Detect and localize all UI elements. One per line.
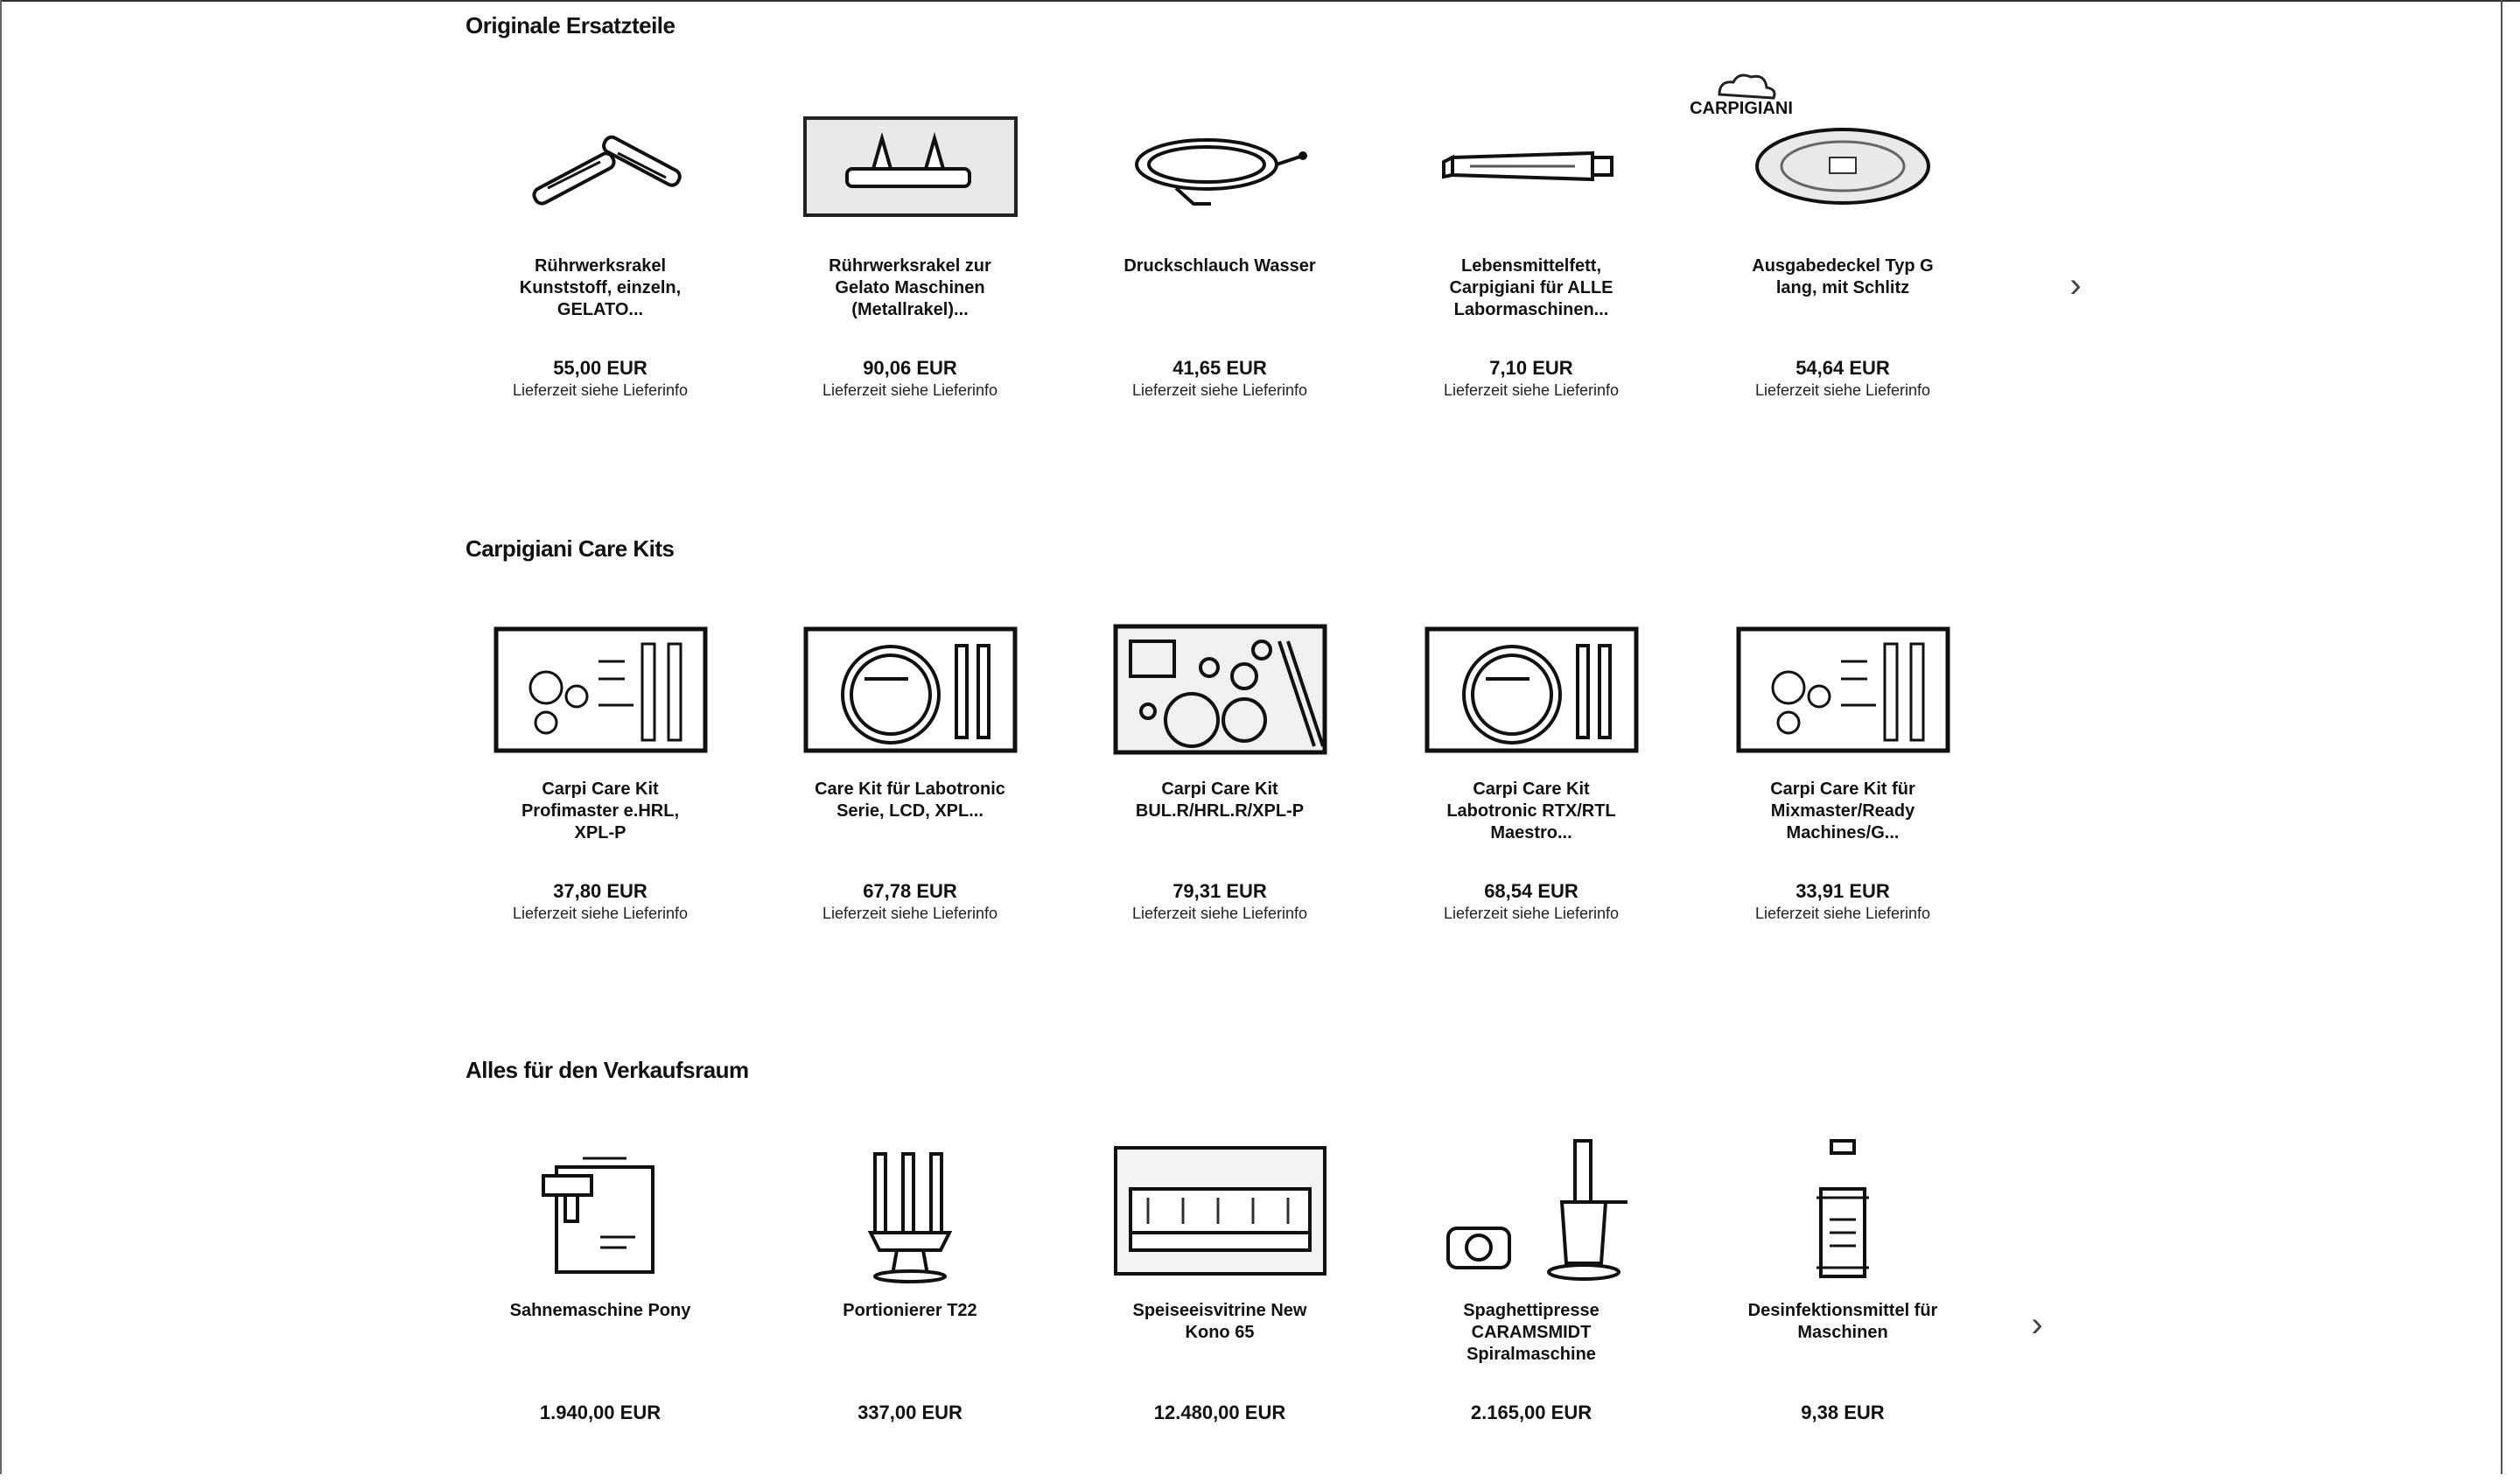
product-image[interactable] <box>796 87 1024 245</box>
window-left-border <box>0 0 2 1474</box>
product-price: 90,06 EUR <box>863 357 957 379</box>
product-card[interactable] <box>796 87 1024 437</box>
product-price: 41,65 EUR <box>1172 357 1267 379</box>
product-price: 55,00 EUR <box>553 357 648 379</box>
product-image[interactable] <box>1729 1132 1956 1290</box>
product-price: 2.165,00 EUR <box>1470 1402 1592 1423</box>
window-right-border <box>2501 0 2502 1474</box>
product-image[interactable] <box>486 87 714 245</box>
product-price: 68,54 EUR <box>1484 880 1578 902</box>
care-kit-ring-icon <box>1424 626 1639 753</box>
product-name[interactable]: Carpi Care Kit BUL.R/HRL.R/XPL-P <box>1135 779 1305 821</box>
delivery-info-link[interactable]: Lieferzeit siehe Lieferinfo <box>1131 381 1308 399</box>
product-image[interactable] <box>796 1132 1024 1290</box>
delivery-info-link[interactable]: Lieferzeit siehe Lieferinfo <box>822 905 998 922</box>
section-title: Originale Ersatzteile <box>466 12 676 38</box>
product-image[interactable] <box>486 1132 714 1290</box>
product-card[interactable] <box>486 1132 714 1482</box>
product-price: 337,00 EUR <box>858 1402 962 1423</box>
product-image[interactable] <box>1729 611 1956 768</box>
section-title: Alles für den Verkaufsraum <box>466 1057 749 1083</box>
delivery-info-link[interactable]: Lieferzeit siehe Lieferinfo <box>512 381 689 399</box>
carpigiani-logo <box>1684 68 1798 121</box>
delivery-info-link[interactable]: Lieferzeit siehe Lieferinfo <box>1443 381 1620 399</box>
section-salesroom <box>466 1057 2110 1468</box>
product-price: 37,80 EUR <box>553 880 648 902</box>
product-name[interactable]: Lebensmittelfett, Carpigiani für ALLE Labormaschinen... <box>1449 256 1614 319</box>
spaghetti-press-icon <box>1431 1132 1632 1290</box>
product-name[interactable]: Sahnemaschine Pony <box>509 1301 691 1320</box>
carousel-next-arrow[interactable]: › <box>2069 266 2082 304</box>
product-image[interactable] <box>1106 611 1334 768</box>
product-card[interactable] <box>1418 1132 1645 1482</box>
product-price: 1.940,00 EUR <box>539 1402 662 1423</box>
delivery-info-link[interactable]: Lieferzeit siehe Lieferinfo <box>822 381 998 399</box>
product-card[interactable] <box>486 87 714 437</box>
product-image[interactable] <box>796 611 1024 768</box>
product-price: 79,31 EUR <box>1172 880 1267 902</box>
delivery-info-link[interactable]: Lieferzeit siehe Lieferinfo <box>512 905 689 922</box>
carousel-next-arrow[interactable]: › <box>2031 1305 2043 1344</box>
metal-scraper-icon <box>803 116 1018 217</box>
disinfectant-bottle-icon <box>1795 1136 1891 1285</box>
product-price: 7,10 EUR <box>1489 357 1573 379</box>
product-card[interactable] <box>1729 87 1956 437</box>
product-price: 54,64 EUR <box>1796 357 1890 379</box>
product-name[interactable]: Rührwerksrakel zur Gelato Maschinen (Metallrakel)... <box>829 256 991 319</box>
product-name[interactable]: Carpi Care Kit Profimaster e.HRL, XPL-P <box>521 779 680 842</box>
product-name[interactable]: Spaghettipresse CARAMSMIDT Spiralmaschine <box>1463 1301 1600 1364</box>
delivery-info-link[interactable]: Lieferzeit siehe Lieferinfo <box>1754 381 1931 399</box>
product-name[interactable]: Care Kit für Labotronic Serie, LCD, XPL... <box>815 779 1005 821</box>
window-top-border <box>0 0 2520 2</box>
product-name[interactable]: Carpi Care Kit für Mixmaster/Ready Machines/G... <box>1770 779 1915 842</box>
product-image[interactable] <box>1418 1132 1645 1290</box>
care-kit-icon <box>1736 626 1950 753</box>
product-price: 9,38 EUR <box>1801 1402 1885 1423</box>
product-name[interactable]: Desinfektionsmittel für Maschinen <box>1747 1301 1938 1342</box>
scraper-blades-icon <box>513 118 688 214</box>
product-name[interactable]: Druckschlauch Wasser <box>1124 256 1316 276</box>
care-kit-icon <box>494 626 708 753</box>
product-image[interactable] <box>1106 1132 1334 1290</box>
product-card[interactable] <box>1418 87 1645 437</box>
oval-lid-icon <box>1751 122 1935 210</box>
section-care-kits <box>466 535 2110 947</box>
product-name[interactable]: Portionierer T22 <box>843 1301 977 1320</box>
grease-tube-icon <box>1435 131 1628 201</box>
product-price: 33,91 EUR <box>1796 880 1890 902</box>
display-case-icon <box>1113 1145 1327 1276</box>
logo-text: CARPIGIANI <box>1690 99 1793 118</box>
section-original-parts <box>466 12 2110 432</box>
scoop-stand-icon <box>858 1136 962 1285</box>
product-card[interactable] <box>1729 611 1956 961</box>
cream-machine-icon <box>522 1141 679 1281</box>
product-name[interactable]: Speiseeisvitrine New Kono 65 <box>1132 1301 1307 1342</box>
product-card[interactable] <box>1106 611 1334 961</box>
product-name[interactable]: Rührwerksrakel Kunststoff, einzeln, GELATO... <box>519 256 682 319</box>
product-card[interactable] <box>486 611 714 961</box>
product-card[interactable] <box>1106 87 1334 437</box>
product-price: 12.480,00 EUR <box>1153 1402 1286 1423</box>
product-image[interactable] <box>1106 87 1334 245</box>
product-card[interactable] <box>1729 1132 1956 1482</box>
delivery-info-link[interactable]: Lieferzeit siehe Lieferinfo <box>1443 905 1620 922</box>
section-title: Carpigiani Care Kits <box>466 535 675 562</box>
product-card[interactable] <box>796 611 1024 961</box>
product-image[interactable] <box>1418 611 1645 768</box>
product-price: 67,78 EUR <box>863 880 957 902</box>
care-kit-parts-icon <box>1113 624 1327 755</box>
product-card[interactable] <box>1106 1132 1334 1482</box>
water-hose-icon <box>1124 116 1316 217</box>
product-name[interactable]: Carpi Care Kit Labotronic RTX/RTL Maestro... <box>1446 779 1616 842</box>
product-card[interactable] <box>1418 611 1645 961</box>
product-name[interactable]: Ausgabedeckel Typ G lang, mit Schlitz <box>1752 256 1934 297</box>
care-kit-ring-icon <box>803 626 1018 753</box>
product-card[interactable] <box>796 1132 1024 1482</box>
delivery-info-link[interactable]: Lieferzeit siehe Lieferinfo <box>1754 905 1931 922</box>
product-image[interactable] <box>486 611 714 768</box>
delivery-info-link[interactable]: Lieferzeit siehe Lieferinfo <box>1131 905 1308 922</box>
product-image[interactable] <box>1418 87 1645 245</box>
